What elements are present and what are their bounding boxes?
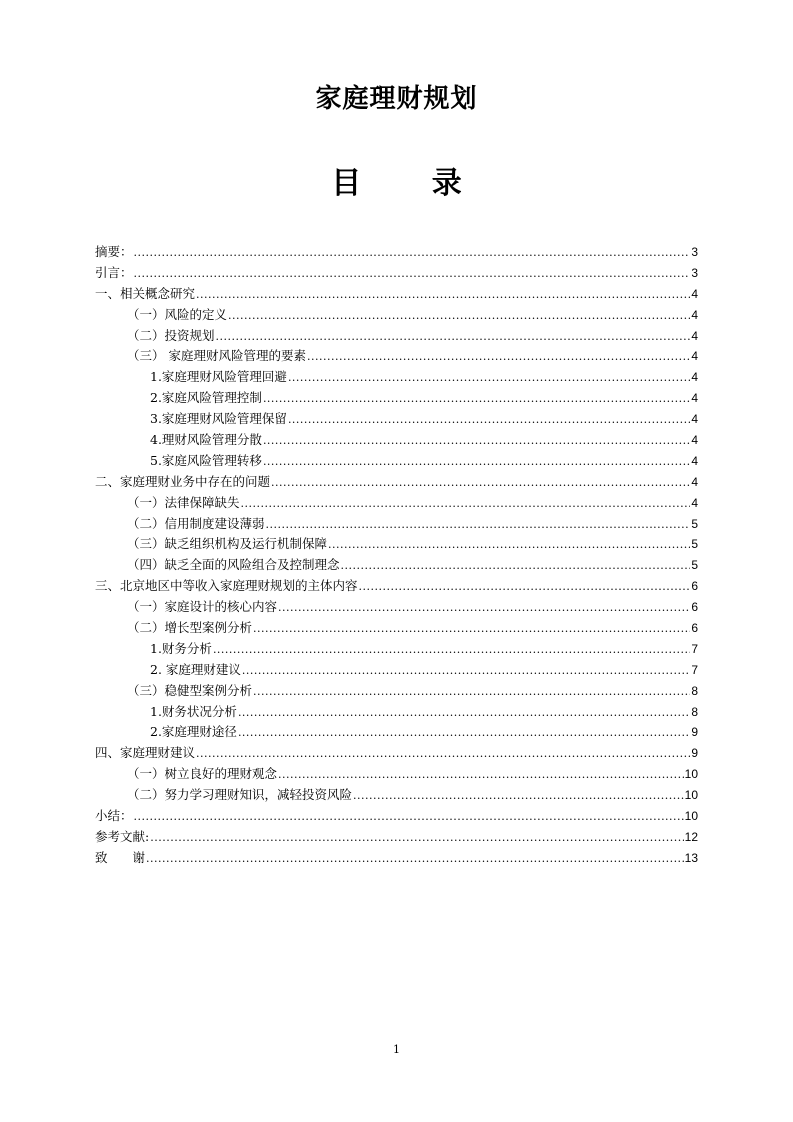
toc-entry-label: 3.家庭理财风险管理保留 — [150, 411, 287, 427]
toc-entry-item-3-2-2[interactable] — [95, 660, 698, 681]
toc-leader-dots — [253, 618, 690, 640]
toc-heading: 目 录 — [331, 166, 462, 201]
toc-entry-label: （二）增长型案例分析 — [127, 620, 253, 636]
toc-page-number: 4 — [691, 495, 698, 510]
toc-leader-dots — [238, 702, 690, 724]
toc-page-number: 5 — [691, 516, 698, 531]
toc-page-number: 4 — [691, 307, 698, 322]
toc-entry-label: （一）法律保障缺失 — [127, 494, 240, 510]
toc-entry-label: （三）稳健型案例分析 — [127, 682, 253, 698]
toc-entry-label: 1.家庭理财风险管理回避 — [150, 369, 287, 385]
toc-entry-section-1-1[interactable] — [95, 305, 698, 326]
toc-entry-chapter-4[interactable] — [95, 743, 698, 764]
toc-page-number: 8 — [691, 704, 698, 719]
toc-page-number: 3 — [691, 265, 698, 280]
toc-leader-dots — [196, 743, 690, 765]
toc-entry-label: 引言： — [95, 264, 133, 280]
toc-page-number: 7 — [691, 662, 698, 677]
toc-page-number: 10 — [684, 788, 698, 803]
toc-entry-item-1-3-4[interactable] — [95, 430, 698, 451]
toc-entry-label: 三、北京地区中等收入家庭理财规划的主体内容 — [95, 578, 358, 594]
toc-entry-section-2-4[interactable] — [95, 555, 698, 576]
table-of-contents — [95, 242, 698, 869]
toc-leader-dots — [288, 367, 690, 389]
toc-entry-introduction[interactable] — [95, 263, 698, 284]
toc-entry-label: （一）家庭设计的核心内容 — [127, 599, 278, 615]
toc-entry-label: （一）风险的定义 — [127, 306, 228, 322]
toc-entry-label: 二、家庭理财业务中存在的问题 — [95, 473, 271, 489]
toc-entry-label: （三）缺乏组织机构及运行机制保障 — [127, 536, 328, 552]
toc-leader-dots — [196, 284, 690, 306]
toc-leader-dots — [353, 785, 684, 807]
toc-leader-dots — [263, 388, 690, 410]
toc-leader-dots — [263, 430, 690, 452]
document-title: 家庭理财规划 — [315, 84, 478, 114]
toc-page-number: 5 — [691, 558, 698, 573]
toc-page-number: 9 — [691, 725, 698, 740]
toc-leader-dots — [146, 848, 684, 870]
toc-entry-label: （二）努力学习理财知识，减轻投资风险 — [127, 787, 353, 803]
toc-entry-section-2-3[interactable] — [95, 534, 698, 555]
toc-leader-dots — [278, 764, 684, 786]
toc-entry-label: 5.家庭风险管理转移 — [150, 452, 262, 468]
toc-leader-dots — [238, 722, 690, 744]
toc-page-number: 4 — [691, 433, 698, 448]
toc-entry-section-3-2[interactable] — [95, 618, 698, 639]
toc-entry-label: 一、相关概念研究 — [95, 285, 196, 301]
toc-leader-dots — [134, 242, 691, 264]
toc-entry-label: 2. 家庭理财建议 — [150, 661, 241, 677]
page-number: 1 — [393, 1043, 400, 1056]
toc-page-number: 12 — [684, 829, 698, 844]
toc-entry-item-1-3-1[interactable] — [95, 367, 698, 388]
toc-page-number: 10 — [684, 809, 698, 824]
toc-page-number: 4 — [691, 391, 698, 406]
toc-entry-chapter-3[interactable] — [95, 576, 698, 597]
toc-leader-dots — [228, 305, 690, 327]
toc-entry-item-1-3-2[interactable] — [95, 388, 698, 409]
toc-leader-dots — [263, 451, 690, 473]
toc-entry-label: 四、家庭理财建议 — [95, 745, 196, 761]
toc-entry-section-2-2[interactable] — [95, 514, 698, 535]
toc-entry-label: （二）投资规划 — [127, 327, 215, 343]
toc-entry-label: 摘要： — [95, 244, 133, 259]
toc-entry-label: （一）树立良好的理财观念 — [127, 766, 278, 782]
toc-entry-section-4-1[interactable] — [95, 764, 698, 785]
toc-leader-dots — [241, 493, 691, 515]
toc-leader-dots — [213, 639, 690, 661]
toc-entry-summary[interactable] — [95, 806, 698, 827]
toc-page-number: 10 — [684, 767, 698, 782]
toc-entry-label: 2.家庭理财途径 — [150, 724, 237, 740]
toc-entry-label: （三） 家庭理财风险管理的要素 — [127, 348, 306, 364]
toc-page-number: 7 — [691, 641, 698, 656]
toc-page-number: 3 — [691, 245, 698, 259]
toc-leader-dots — [216, 326, 691, 348]
toc-entry-chapter-2[interactable] — [95, 472, 698, 493]
toc-page-number: 9 — [691, 746, 698, 761]
toc-leader-dots — [242, 660, 690, 682]
toc-entry-label: 小结： — [95, 808, 133, 824]
toc-page-number: 8 — [691, 683, 698, 698]
toc-entry-item-1-3-5[interactable] — [95, 451, 698, 472]
toc-entry-references[interactable] — [95, 827, 698, 848]
toc-page-number: 4 — [691, 370, 698, 385]
toc-leader-dots — [134, 806, 684, 828]
toc-entry-label: 参考文献: — [95, 828, 150, 844]
toc-page-number: 6 — [691, 600, 698, 615]
toc-leader-dots — [278, 597, 690, 619]
toc-entry-section-1-3[interactable] — [95, 346, 698, 367]
toc-page-number: 4 — [691, 286, 698, 301]
toc-entry-item-3-2-1[interactable] — [95, 639, 698, 660]
toc-leader-dots — [150, 827, 683, 849]
toc-entry-label: 4.理财风险管理分散 — [150, 432, 262, 448]
toc-page-number: 13 — [684, 850, 698, 865]
toc-entry-chapter-1[interactable] — [95, 284, 698, 305]
toc-entry-section-1-2[interactable] — [95, 326, 698, 347]
toc-entry-item-3-3-2[interactable] — [95, 722, 698, 743]
toc-entry-label: （二）信用制度建设薄弱 — [127, 515, 265, 531]
toc-leader-dots — [288, 409, 690, 431]
toc-entry-acknowledgements[interactable] — [95, 848, 698, 869]
toc-leader-dots — [328, 534, 690, 556]
toc-page-number: 5 — [691, 537, 698, 552]
toc-page-number: 4 — [691, 349, 698, 364]
toc-entry-section-3-1[interactable] — [95, 597, 698, 618]
toc-entry-label: 1.财务状况分析 — [150, 703, 237, 719]
toc-leader-dots — [271, 472, 690, 494]
toc-leader-dots — [341, 555, 691, 577]
toc-entry-section-2-1[interactable] — [95, 493, 698, 514]
toc-entry-label: （四）缺乏全面的风险组合及控制理念 — [127, 557, 340, 573]
toc-page-number: 4 — [691, 412, 698, 427]
toc-leader-dots — [359, 576, 691, 598]
toc-entry-item-3-3-1[interactable] — [95, 702, 698, 723]
toc-leader-dots — [307, 346, 690, 368]
toc-page-number: 4 — [691, 328, 698, 343]
toc-leader-dots — [266, 514, 691, 536]
toc-entry-section-3-3[interactable] — [95, 681, 698, 702]
toc-page-number: 6 — [691, 621, 698, 636]
toc-leader-dots — [253, 681, 690, 703]
toc-entry-label: 致 谢 — [95, 849, 146, 865]
toc-entry-item-1-3-3[interactable] — [95, 409, 698, 430]
toc-entry-section-4-2[interactable] — [95, 785, 698, 806]
toc-entry-label: 2.家庭风险管理控制 — [150, 390, 262, 406]
toc-page-number: 4 — [691, 474, 698, 489]
toc-entry-label: 1.财务分析 — [150, 640, 212, 656]
toc-page-number: 4 — [691, 453, 698, 468]
toc-leader-dots — [134, 263, 691, 285]
toc-page-number: 6 — [691, 579, 698, 594]
toc-entry-abstract[interactable] — [95, 242, 698, 263]
